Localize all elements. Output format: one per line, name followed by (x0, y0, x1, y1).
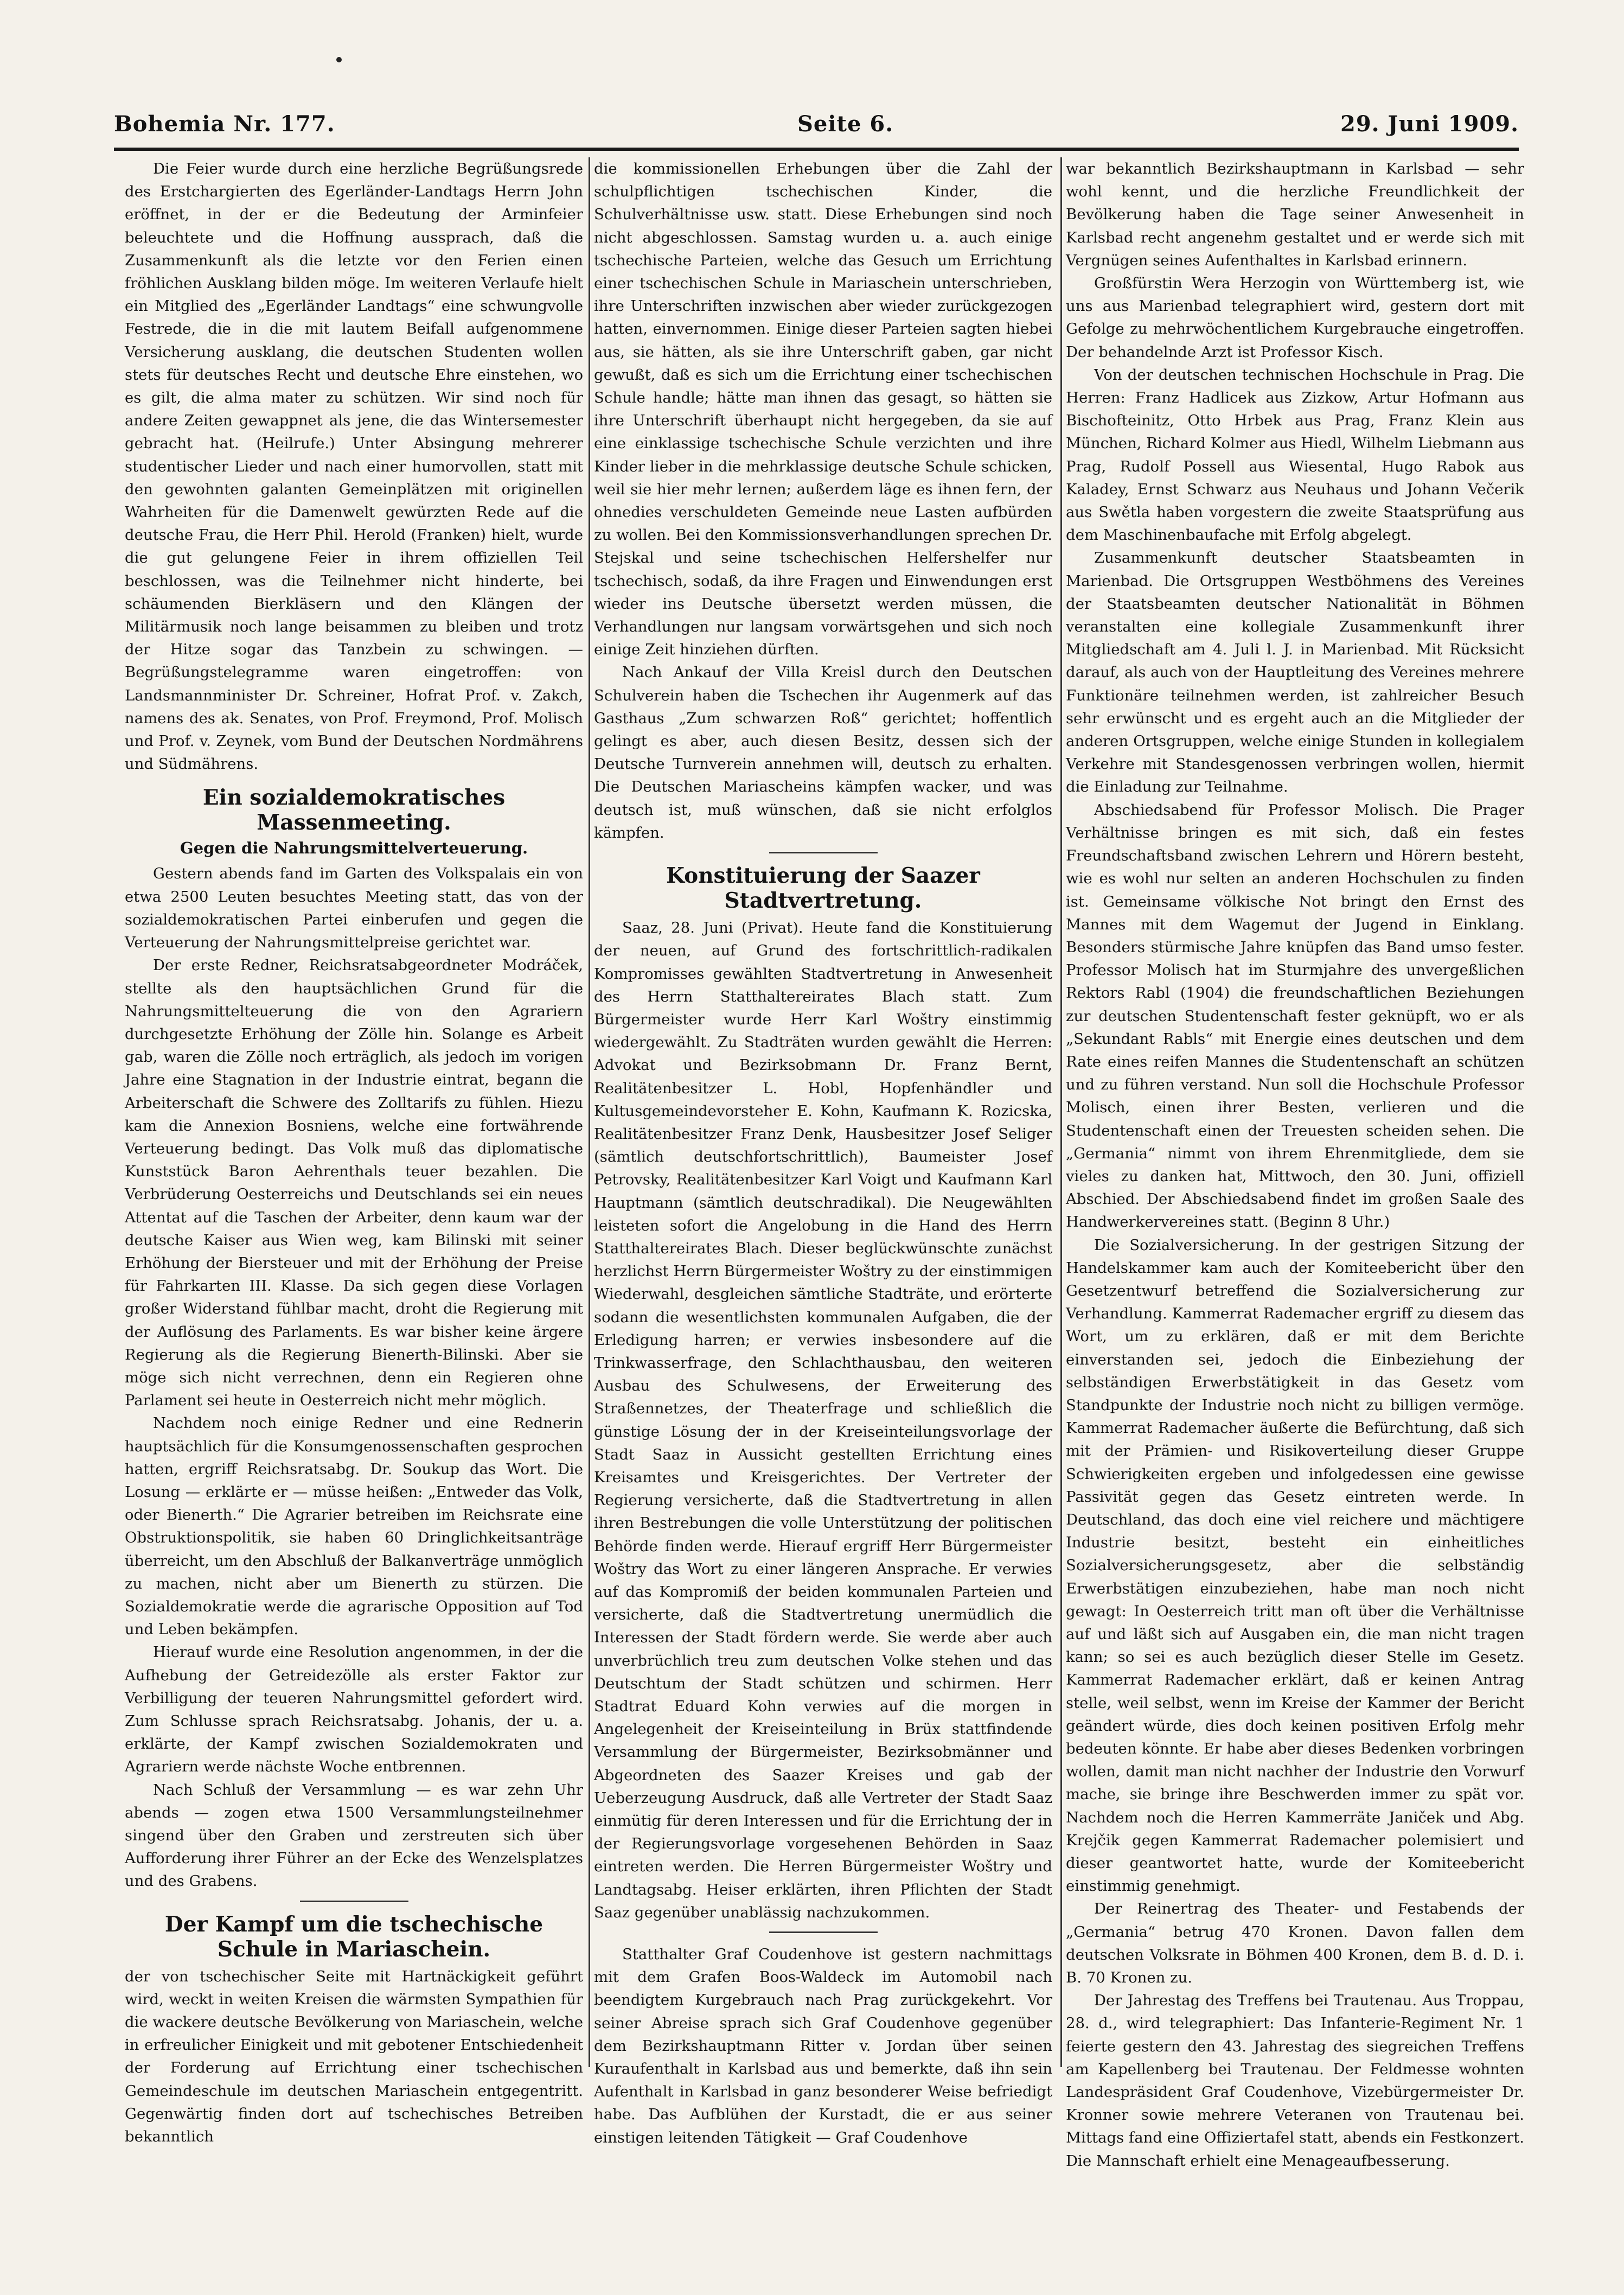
article-paragraph: war bekanntlich Bezirkshauptmann in Karlsbad — sehr wohl kennt, und die herzliche Freundlichkeit der Bevölkerung haben die Tage seiner Anwesenheit in Karlsbad recht angenehm gestaltet und er werde sich mit Vergnügen seines Aufenthaltes in Karlsbad erinnern. (1066, 160, 1524, 269)
article-paragraph: Nach Schluß der Versammlung — es war zehn Uhr abends — zogen etwa 1500 Versammlungsteilnehmer singend über den Graben und zerstreuten sich über Aufforderung ihrer Führer an der Ecke des Wenzelsplatzes und des Grabens. (125, 1781, 583, 1890)
news-item: Der Jahrestag des Treffens bei Trautenau. Aus Troppau, 28. d., wird telegraphiert: Das Infanterie-Regiment Nr. 1 feierte gestern den 43. Jahrestag des siegreichen Treffens am Kapellenberg bei Trautenau. Der Feldmesse wohnten Landespräsident Graf Coudenhove, Vizebürgermeister Dr. Kronner sowie mehrere Veteranen von Trautenau bei. Mittags fand eine Offiziertafel statt, abends ein Festkonzert. Die Mannschaft erhielt eine Menageaufbesserung. (1066, 1992, 1524, 2170)
article-paragraph: Saaz, 28. Juni (Privat). Heute fand die Konstituierung der neuen, auf Grund des fortschrittlich-radikalen Kompromisses gewählten Stadtvertretung in Anwesenheit des Herrn Statthaltereirates Blach statt. Zum Bürgermeister wurde Herr Karl Woštry einstimmig wiedergewählt. Zu Stadträten wurden gewählt die Herren: Advokat und Bezirksobmann Dr. Franz Bernt, Realitätenbesitzer L. Hobl, Hopfenhändler und Kultusgemeindevorsteher E. Kohn, Kaufmann K. Rozicska, Realitätenbesitzer Franz Denk, Hausbesitzer Josef Seliger (sämtlich deutschfortschrittlich), Baumeister Josef Petrovsky, Realitätenbesitzer Karl Voigt und Kaufmann Karl Hauptmann (sämtlich deutschradikal). Die Neugewählten leisteten sofort die Angelobung in die Hand des Herrn Statthaltereirates Blach. Dieser beglückwünschte zunächst herzlichst Herrn Bürgermeister Woštry zu der einstimmigen Wiederwahl, desgleichen sämtliche Stadträte, und erörterte sodann die wesentlichsten kommunalen Aufgaben, die der Erledigung harren; er verwies insbesondere auf die Trinkwasserfrage, den Schlachthausbau, den weiteren Ausbau des Schulwesens, der Erweiterung des Straßennetzes, der Theaterfrage und schließlich die günstige Lösung der in der Kreiseinteilungsvorlage der Stadt Saaz in Aussicht gestellten Errichtung eines Kreisamtes und Kreisgerichtes. Der Vertreter der Regierung versicherte, daß die Stadtvertretung in allen ihren Bestrebungen die volle Unterstützung der politischen Behörde finden werde. Hierauf ergriff Herr Bürgermeister Woštry das Wort zu einer längeren Ansprache. Er verwies auf das Kompromiß der beiden kommunalen Parteien und versicherte, daß die Stadtvertretung unermüdlich die Interessen der Stadt fördern werde. Sie werde aber auch unverbrüchlich treu zum deutschen Volke stehen und das Deutschtum der Stadt schützen und schirmen. Herr Stadtrat Eduard Kohn verwies auf die morgen in Angelegenheit der Kreiseinteilung in Brüx stattfindende Versammlung der Bürgermeister, Bezirksobmänner und Abgeordneten des Saazer Kreises und gab der Ueberzeugung Ausdruck, daß alle Vertreter der Stadt Saaz einmütig für deren Interessen und für die Errichtung der in der Regierungsvorlage vorgesehenen Behörden in Saaz eintreten werden. Die Herren Bürgermeister Woštry und Landtagsabg. Heiser erklärten, ihren Pflichten der Stadt Saaz gegenüber unablässig nachzukommen. (594, 919, 1052, 1921)
article-paragraph: die kommissionellen Erhebungen über die Zahl der schulpflichtigen tschechischen Kinder, die Schulverhältnisse usw. statt. Diese Erhebungen sind noch nicht abgeschlossen. Samstag wurden u. a. auch einige tschechische Parteien, welche das Gesuch um Errichtung einer tschechischen Schule in Mariaschein unterschrieben, ihre Unterschriften inzwischen aber wieder zurückgezogen hatten, einvernommen. Einige dieser Parteien sagten hiebei aus, sie hätten, als sie ihre Unterschrift gaben, gar nicht gewußt, daß es sich um die Errichtung einer tschechischen Schule handle; hätte man ihnen das gesagt, so hätten sie ihre Unterschrift überhaupt nicht hergegeben, da sie auf eine einklassige tschechische Schule verzichten und ihre Kinder lieber in die mehrklassige deutsche Schule schicken, weil sie hier mehr lernen; außerdem läge es ihnen fern, der ohnedies verschuldeten Gemeinde neue Lasten aufbürden zu wollen. Bei den Kommissionsverhandlungen sprechen Dr. Stejskal und seine tschechischen Helfershelfer nur tschechisch, sodaß, da ihre Fragen und Einwendungen erst wieder ins Deutsche übersetzt werden müssen, die Verhandlungen nur langsam vorwärtsgehen und sich noch einige Zeit hinziehen dürften. (594, 160, 1052, 659)
news-item: Zusammenkunft deutscher Staatsbeamten in Marienbad. Die Ortsgruppen Westböhmens des Vereines der Staatsbeamten deutscher Nationalität in Böhmen veranstalten eine kollegiale Zusammenkunft ihrer Mitgliedschaft am 4. Juli l. J. in Marienbad. Mit Rücksicht darauf, als auch von der Hauptleitung des Vereines mehrere Funktionäre teilnehmen werden, ist zahlreicher Besuch sehr erwünscht und es ergeht auch an die Mitglieder der anderen Ortsgruppen, welche einige Stunden in kollegialem Verkehre mit Standesgenossen verbringen wollen, hiermit die Einladung zur Teilnahme. (1066, 549, 1524, 796)
article-paragraph: der von tschechischer Seite mit Hartnäckigkeit geführt wird, weckt in weiten Kreisen die wärmsten Sympathien für die wackere deutsche Bevölkerung von Mariaschein, welche in erfreulicher Einigkeit und mit gebotener Entschiedenheit der Forderung auf Errichtung einer tschechischen Gemeindeschule im deutschen Mariaschein entgegentritt. Gegenwärtig finden dort auf tschechisches Betreiben bekanntlich (125, 1967, 583, 2146)
column-1 (125, 157, 583, 2146)
article-paragraph: Hierauf wurde eine Resolution angenommen, in der die Aufhebung der Getreidezölle als erster Faktor zur Verbilligung der teueren Nahrungsmittel gefordert wird. Zum Schlusse sprach Reichsratsabg. Johanis, der u. a. erklärte, der Kampf zwischen Sozialdemokraten und Agrariern werde nächste Woche entbrennen. (125, 1643, 583, 1776)
news-item: Abschiedsabend für Professor Molisch. Die Prager Verhältnisse bringen es mit sich, daß ein festes Freundschaftsband zwischen Lehrern und Hörern besteht, wie es wohl nur selten an anderen Hochschulen zu finden ist. Gemeinsame völkische Not bringt den Ernst des Mannes mit dem Wagemut der Jugend in Einklang. Besonders stürmische Jahre knüpfen das Band umso fester. Professor Molisch hat im Sturmjahre des unvergeßlichen Rektors Rabl (1904) die freundschaftlichen Beziehungen zur deutschen Studentenschaft fester geknüpft, wo er als „Sekundant Rabls“ mit Energie eines deutschen und dem Rate eines reifen Mannes die Studentenschaft an schützen und zu führen verstand. Nun soll die Hochschule Professor Molisch, einen ihrer Besten, verlieren und die Studentenschaft einen der Treuesten scheiden sehen. Die „Germania“ nimmt von ihrem Ehrenmitgliede, dem sie vieles zu danken hat, Mittwoch, den 30. Juni, offiziell Abschied. Der Abschiedsabend findet im großen Saale des Handwerkervereines statt. (Beginn 8 Uhr.) (1066, 801, 1524, 1231)
article-separator (769, 1931, 878, 1933)
header-rule (114, 148, 1519, 151)
column-rule-1 (589, 157, 590, 2067)
header-page-number: Seite 6. (797, 111, 894, 137)
news-item: Von der deutschen technischen Hochschule in Prag. Die Herren: Franz Hadlicek aus Zizkow, Artur Hofmann aus Bischofteinitz, Otto Hrbek aus Prag, Franz Klein aus München, Richard Kolmer aus Hiedl, Wilhelm Liebmann aus Prag, Rudolf Possell aus Wiesental, Hugo Rabok aus Kaladey, Ernst Schwarz aus Neuhaus und Johann Večerik aus Swětla haben vorgestern die zweite Staatsprüfung aus dem Maschinenbaufache mit Erfolg abgelegt. (1066, 366, 1524, 544)
column-2 (594, 157, 1052, 2146)
column-3 (1066, 157, 1524, 2170)
header-publication: Bohemia Nr. 177. (114, 111, 335, 137)
news-item: Der Reinertrag des Theater- und Festabends der „Germania“ betrug 470 Kronen. Davon fallen dem deutschen Volksrate in Böhmen 400 Kronen, dem B. d. D. i. B. 70 Kronen zu. (1066, 1900, 1524, 1987)
article-separator (300, 1901, 408, 1902)
column-rule-2 (1060, 157, 1062, 2067)
article-paragraph: Gestern abends fand im Garten des Volkspalais ein von etwa 2500 Leuten besuchtes Meeting statt, das von der sozialdemokratischen Partei einberufen und gegen die Verteuerung der Nahrungsmittelpreise gerichtet war. (125, 865, 583, 952)
article-headline: Der Kampf um die tschechische Schule in Mariaschein. (164, 1911, 544, 1962)
page-header (114, 111, 1519, 144)
article-paragraph: Die Feier wurde durch eine herzliche Begrüßungsrede des Erstchargierten des Egerländer-Landtags Herrn John eröffnet, in der er die Bedeutung der Arminfeier beleuchtete und die Hoffnung aussprach, daß die Zusammenkunft als die letzte vor den Ferien einen fröhlichen Ausklang bilden möge. Im weiteren Verlaufe hielt ein Mitglied des „Egerländer Landtags“ eine schwungvolle Festrede, die in die mit lautem Beifall aufgenommene Versicherung ausklang, die deutschen Studenten wollen stets für deutsches Recht und deutsche Ehre einstehen, wo es gilt, die alma mater zu schützen. Wir sind noch für andere Zeiten gewappnet als jene, die das Wintersemester gebracht hat. (Heilrufe.) Unter Absingung mehrerer studentischer Lieder und nach einer humorvollen, statt mit den gewohnten galanten Gemeinplätzen mit originellen Wahrheiten für die Damenwelt gewürzten Rede auf die deutsche Frau, die Herr Phil. Herold (Franken) hielt, wurde die gut gelungene Feier in ihrem offiziellen Teil beschlossen, was die Teilnehmer nicht hinderte, bei schäumenden Bierkläsern und den Klängen der Militärmusik noch lange beisammen zu bleiben und trotz der Hitze sogar das Tanzbein zu schwingen. — Begrüßungstelegramme waren eingetroffen: von Landsmannminister Dr. Schreiner, Hofrat Prof. v. Zakch, namens des ak. Senates, von Prof. Freymond, Prof. Molisch und Prof. v. Zeynek, vom Bund der Deutschen Nordmährens und Südmährens. (125, 160, 583, 773)
article-paragraph: Nachdem noch einige Redner und eine Rednerin hauptsächlich für die Konsumgenossenschaften gesprochen hatten, ergriff Reichsratsabg. Dr. Soukup das Wort. Die Losung — erklärte er — müsse heißen: „Entweder das Volk, oder Bienerth.“ Die Agrarier betreiben im Reichsrate eine Obstruktionspolitik, sie haben 60 Dringlichkeitsanträge überreicht, um den Abschluß der Balkanverträge unmöglich zu machen, nicht aber um Bienerth zu stürzen. Die Sozialdemokratie werde die agrarische Opposition auf Tod und Leben bekämpfen. (125, 1414, 583, 1639)
article-separator (769, 852, 878, 853)
article-subheadline: Gegen die Nahrungsmittelverteuerung. (180, 839, 528, 858)
news-item: Die Sozialversicherung. In der gestrigen Sitzung der Handelskammer kam auch der Komiteebericht über den Gesetzentwurf betreffend die Sozialversicherung zur Verhandlung. Kammerrat Rademacher ergriff zu diesem das Wort, um zu erklären, daß er mit dem Berichte einverstanden sei, jedoch die Einbeziehung der selbständigen Erwerbstätigkeit in das Gesetz vom Standpunkte der Industrie noch nicht zu billigen vermöge. Kammerrat Rademacher äußerte die Befürchtung, daß sich mit der Prämien- und Risikoverteilung dieser Gruppe Schwierigkeiten ergeben und infolgedessen eine gewisse Passivität gegen das Gesetz eintreten werde. In Deutschland, das doch eine viel reichere und mächtigere Industrie besitzt, besteht ein einheitliches Sozialversicherungsgesetz, aber die selbständig Erwerbstätigen einzubeziehen, habe man noch nicht gewagt: In Oesterreich tritt man oft über die Verhältnisse auf und läßt sich auf Ausgaben ein, die man nicht tragen kann; so sei es auch bezüglich dieser Stelle im Gesetz. Kammerrat Rademacher erklärt, daß er keinen Antrag stelle, weil selbst, wenn im Kreise der Kammer der Bericht geändert würde, dies doch keinen positiven Erfolg mehr bedeuten könnte. Er habe aber dieses Bedenken vorbringen wollen, damit man nicht nachher der Industrie den Vorwurf mache, sie bringe ihre Beschwerden immer zu spät vor. Nachdem noch die Herren Kammerräte Janiček und Abg. Krejčik gegen Kammerrat Rademacher polemisiert und dieser geantwortet hatte, wurde der Komiteebericht einstimmig genehmigt. (1066, 1236, 1524, 1895)
article-paragraph: Statthalter Graf Coudenhove ist gestern nachmittags mit dem Grafen Boos-Waldeck im Automobil nach beendigtem Kurgebrauch nach Prag zurückgekehrt. Vor seiner Abreise sprach sich Graf Coudenhove gegenüber dem Bezirkshauptmann Ritter v. Jordan über seinen Kuraufenthalt in Karlsbad aus und bemerkte, daß ihn sein Aufenthalt in Karlsbad in ganz besonderer Weise befriedigt habe. Das Aufblühen der Kurstadt, die er aus seiner einstigen leitenden Tätigkeit — Graf Coudenhove (594, 1946, 1052, 2146)
article-paragraph: Nach Ankauf der Villa Kreisl durch den Deutschen Schulverein haben die Tschechen ihr Augenmerk auf das Gasthaus „Zum schwarzen Roß“ gerichtet; hoffentlich gelingt es aber, auch diesen Besitz, dessen sich der Deutsche Turnverein annehmen will, deutsch zu erhalten. Die Deutschen Mariascheins kämpfen wacker, und was deutsch ist, muß wünschen, daß sie nicht erfolglos kämpfen. (594, 664, 1052, 841)
ink-dot (336, 57, 342, 62)
news-item: Großfürstin Wera Herzogin von Württemberg ist, wie uns aus Marienbad telegraphiert wird, gestern dort mit Gefolge zu mehrwöchentlichem Kurgebrauche eingetroffen. Der behandelnde Arzt ist Professor Kisch. (1066, 275, 1524, 361)
article-headline: Konstituierung der Saazer Stadtvertretung. (666, 863, 980, 914)
article-paragraph: Der erste Redner, Reichsratsabgeordneter Modráček, stellte als den hauptsächlichen Grund für die Nahrungsmittelteuerung die von den Agrariern durchgesetzte Erhöhung der Zölle hin. Solange es Arbeit gab, waren die Zölle noch erträglich, als jedoch im vorigen Jahre eine Stagnation in der Industrie eintrat, begann die Arbeiterschaft die Schwere des Zolltarifs zu fühlen. Hiezu kam die Annexion Bosniens, welche eine fortwährende Verteuerung bedingt. Das Volk muß das diplomatische Kunststück Baron Aehrenthals teuer bezahlen. Die Verbrüderung Oesterreichs und Deutschlands sei ein neues Attentat auf die Taschen der Arbeiter, denn kaum war der deutsche Kaiser aus Wien weg, kam Bilinski mit seiner Erhöhung der Biersteuer und mit der Erhöhung der Preise für Fahrkarten III. Klasse. Da sich gegen diese Vorlagen großer Widerstand fühlbar macht, droht die Regierung mit der Auflösung des Parlaments. Es war bisher keine ärgere Regierung als die Regierung Bienerth-Bilinski. Aber sie möge sich nicht verrechnen, denn ein Regieren ohne Parlament sei heute in Oesterreich nicht mehr möglich. (125, 957, 583, 1410)
header-date: 29. Juni 1909. (1340, 111, 1519, 137)
article-headline: Ein sozialdemokratisches Massenmeeting. (202, 785, 506, 836)
